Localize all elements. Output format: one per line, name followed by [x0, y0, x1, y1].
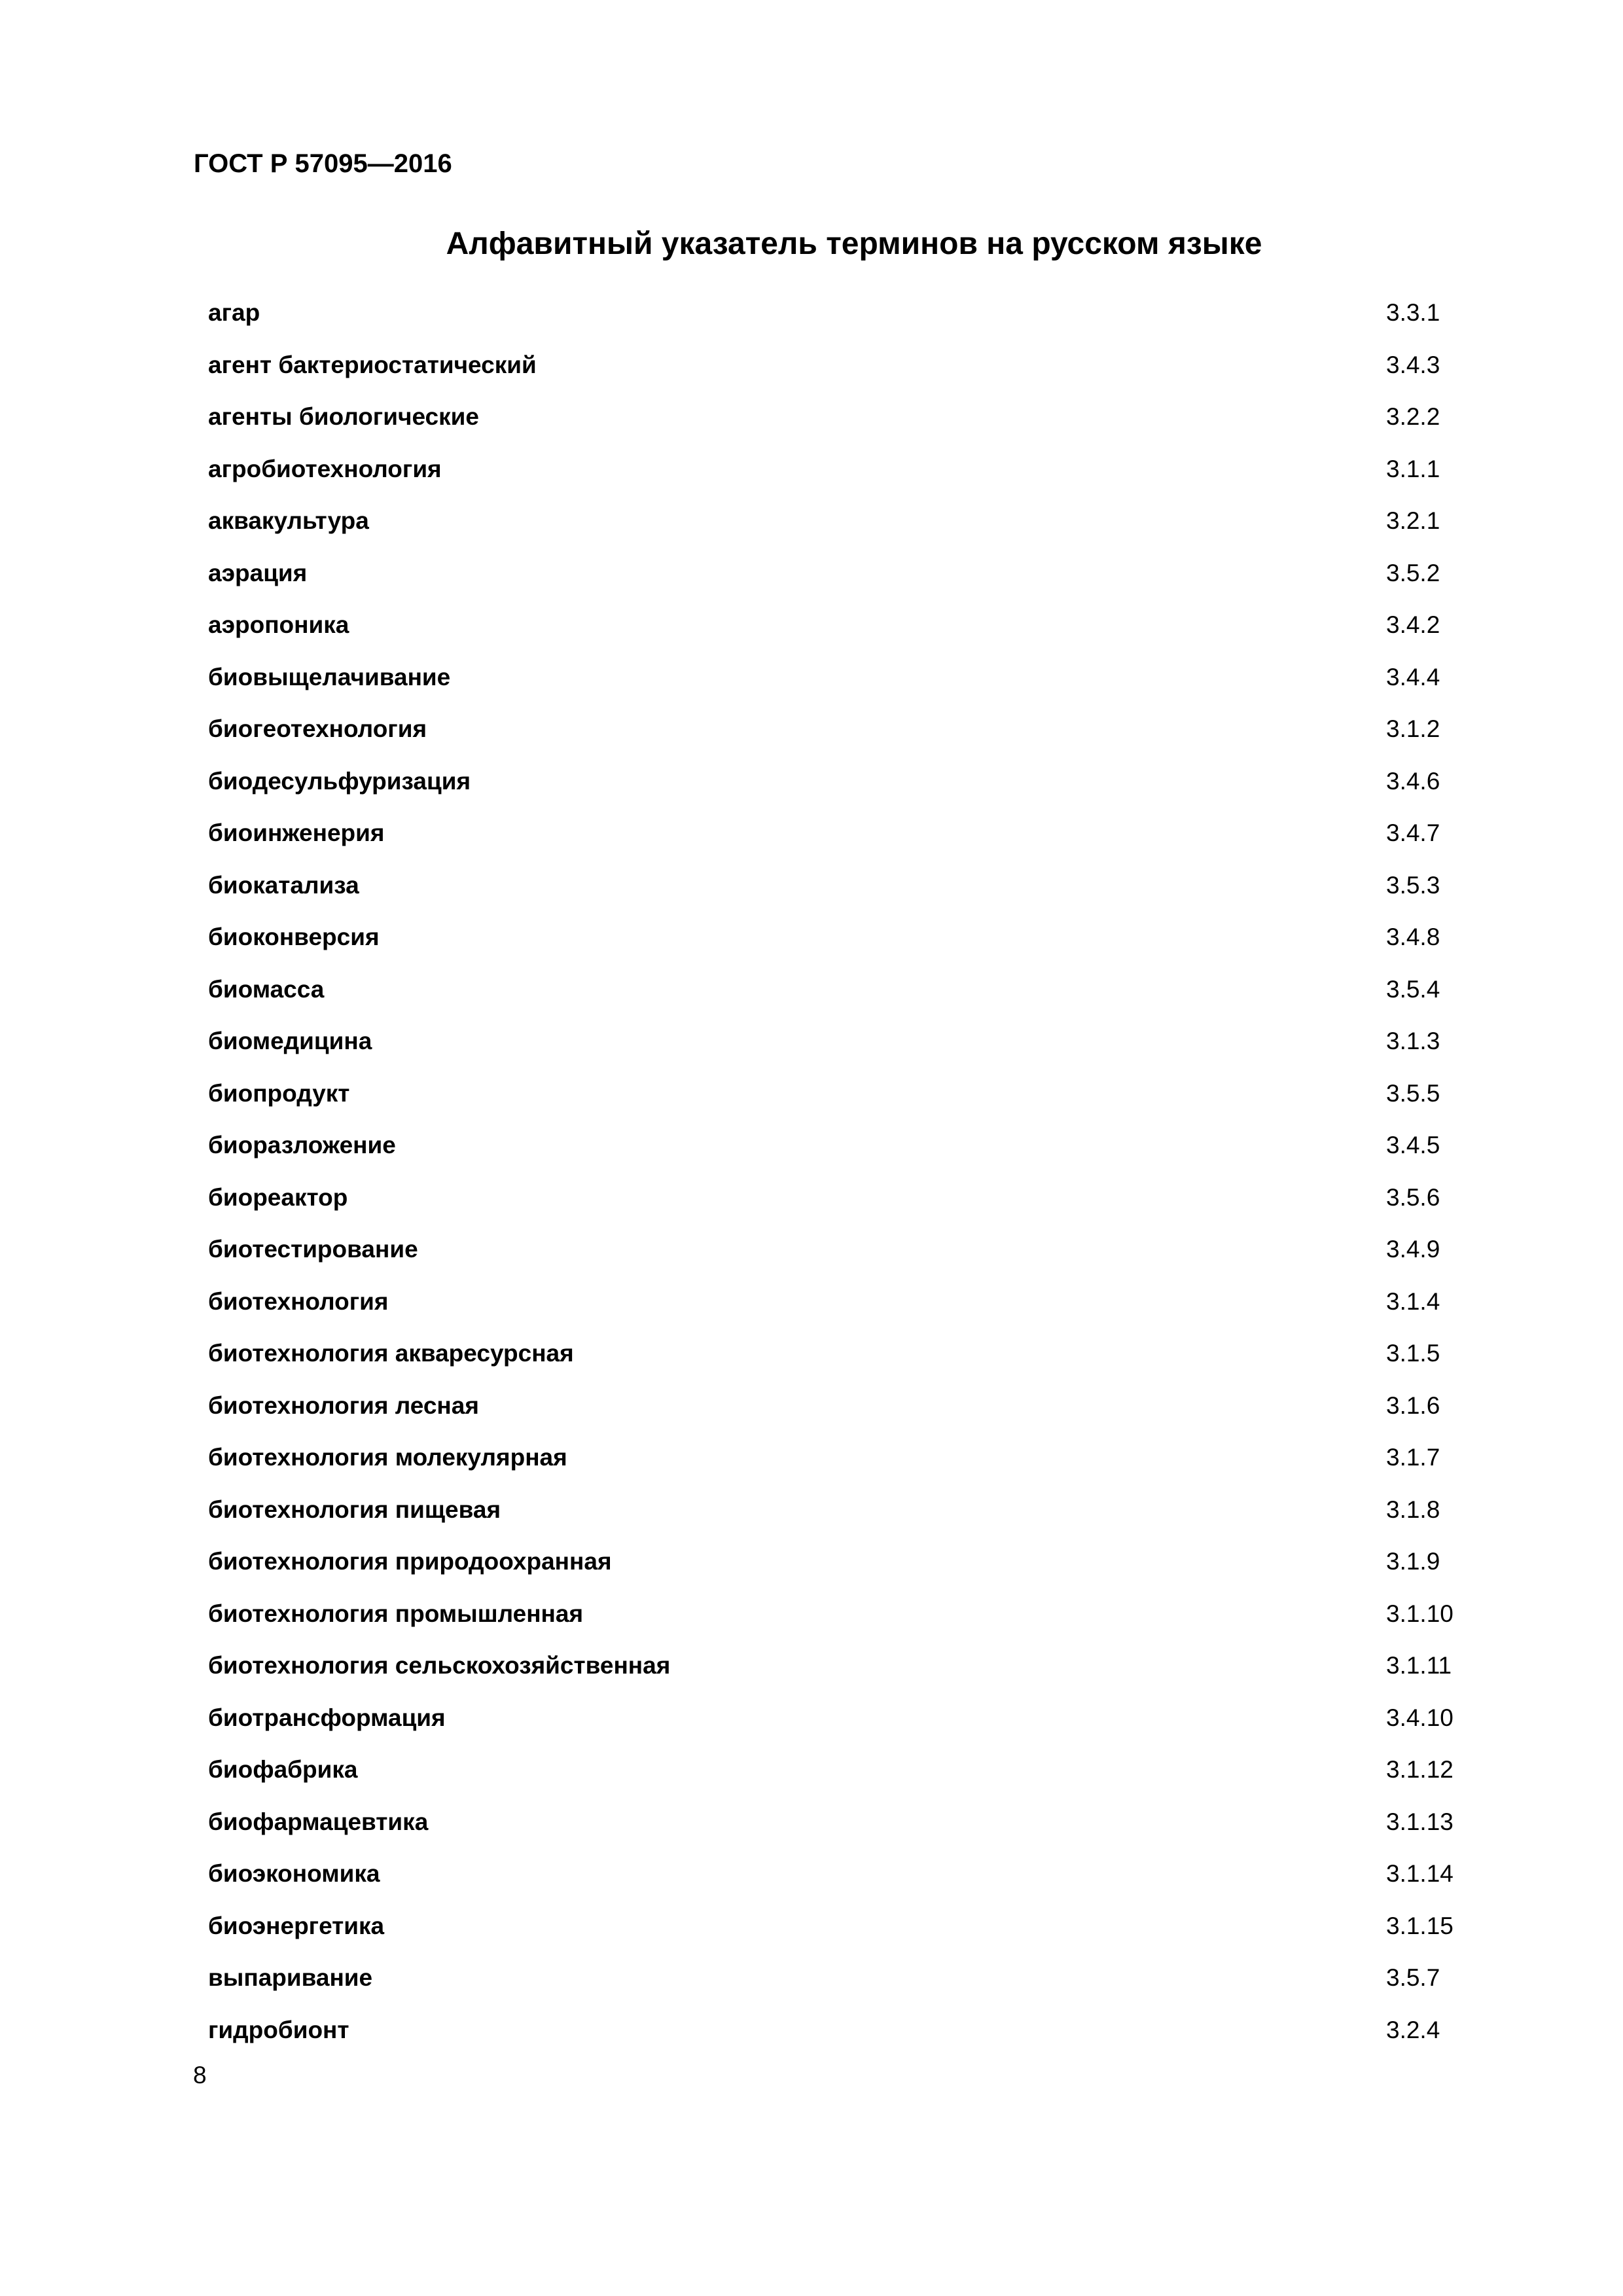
index-section-ref: 3.1.2	[1386, 715, 1440, 742]
index-term: биомедицина	[208, 1028, 372, 1054]
index-entry	[208, 1547, 1465, 1599]
index-section-ref: 3.1.15	[1386, 1912, 1454, 1939]
index-entry	[208, 454, 1465, 507]
index-title: Алфавитный указатель терминов на русском языке	[446, 226, 1262, 261]
index-term: биотехнология пищевая	[208, 1496, 501, 1523]
index-section-ref: 3.4.3	[1386, 351, 1440, 378]
index-term: биовыщелачивание	[208, 663, 451, 691]
index-entry	[208, 1183, 1465, 1235]
index-section-ref: 3.4.10	[1386, 1704, 1454, 1731]
index-term: аэрация	[208, 559, 308, 586]
index-entry	[208, 1755, 1465, 1807]
index-entry	[208, 1234, 1465, 1287]
index-term: биотехнология молекулярная	[208, 1444, 567, 1471]
index-section-ref: 3.5.3	[1386, 871, 1440, 899]
term-index-list	[208, 298, 1465, 2067]
index-entry	[208, 975, 1465, 1027]
index-entry	[208, 922, 1465, 975]
index-entry	[208, 2015, 1465, 2068]
index-term: биотрансформация	[208, 1704, 446, 1731]
index-entry	[208, 1026, 1465, 1079]
index-term: биомасса	[208, 975, 325, 1003]
index-section-ref: 3.5.2	[1386, 559, 1440, 586]
index-entry	[208, 1079, 1465, 1131]
index-section-ref: 3.4.4	[1386, 663, 1440, 691]
index-term: биотехнология промышленная	[208, 1600, 584, 1627]
index-term: биотехнология сельскохозяйственная	[208, 1652, 671, 1679]
index-entry	[208, 766, 1465, 819]
index-entry	[208, 1130, 1465, 1183]
index-entry	[208, 1651, 1465, 1703]
index-section-ref: 3.1.4	[1386, 1287, 1440, 1315]
index-section-ref: 3.2.2	[1386, 403, 1440, 430]
index-term: аэропоника	[208, 611, 349, 638]
index-entry	[208, 714, 1465, 766]
index-term: биотехнология природоохранная	[208, 1548, 612, 1575]
index-entry	[208, 298, 1465, 350]
index-term: биопродукт	[208, 1079, 350, 1107]
index-term: биотехнология акваресурсная	[208, 1340, 574, 1367]
index-term: агробиотехнология	[208, 455, 442, 482]
index-term: агент бактериостатический	[208, 351, 537, 378]
index-entry	[208, 1495, 1465, 1547]
index-section-ref: 3.5.5	[1386, 1079, 1440, 1107]
index-entry	[208, 662, 1465, 715]
index-term: биофабрика	[208, 1756, 358, 1783]
index-term: биоинженерия	[208, 819, 385, 846]
index-entry	[208, 1807, 1465, 1859]
index-term: биофармацевтика	[208, 1808, 429, 1835]
index-term: агенты биологические	[208, 403, 479, 430]
index-section-ref: 3.1.11	[1386, 1652, 1452, 1679]
index-section-ref: 3.4.6	[1386, 767, 1440, 795]
index-section-ref: 3.3.1	[1386, 299, 1440, 326]
index-section-ref: 3.4.2	[1386, 611, 1440, 638]
index-entry	[208, 506, 1465, 558]
index-term: биодесульфуризация	[208, 767, 471, 795]
index-section-ref: 3.4.9	[1386, 1236, 1440, 1263]
index-section-ref: 3.5.4	[1386, 975, 1440, 1003]
index-term: биоэнергетика	[208, 1912, 385, 1939]
index-term: агар	[208, 299, 260, 326]
index-entry	[208, 558, 1465, 611]
index-entry	[208, 1963, 1465, 2015]
index-term: биокатализа	[208, 871, 359, 899]
index-term: биоразложение	[208, 1132, 396, 1158]
index-entry	[208, 1599, 1465, 1651]
index-entry	[208, 350, 1465, 403]
index-entry	[208, 818, 1465, 870]
index-term: биоконверсия	[208, 924, 380, 950]
index-section-ref: 3.1.12	[1386, 1756, 1454, 1783]
index-section-ref: 3.1.14	[1386, 1860, 1454, 1887]
index-term: биоэкономика	[208, 1860, 380, 1887]
index-section-ref: 3.1.8	[1386, 1496, 1440, 1523]
index-section-ref: 3.4.7	[1386, 819, 1440, 846]
index-section-ref: 3.1.6	[1386, 1391, 1440, 1419]
index-section-ref: 3.1.10	[1386, 1600, 1454, 1627]
index-entry	[208, 870, 1465, 923]
index-section-ref: 3.1.7	[1386, 1444, 1440, 1471]
index-entry	[208, 1338, 1465, 1391]
index-entry	[208, 1859, 1465, 1911]
index-section-ref: 3.4.8	[1386, 924, 1440, 950]
index-section-ref: 3.2.4	[1386, 2016, 1440, 2043]
index-term: выпаривание	[208, 1964, 373, 1991]
index-section-ref: 3.1.1	[1386, 455, 1440, 482]
index-term: биогеотехнология	[208, 715, 427, 742]
index-section-ref: 3.1.3	[1386, 1028, 1440, 1054]
document-code: ГОСТ Р 57095—2016	[194, 149, 452, 178]
index-entry	[208, 1443, 1465, 1495]
index-section-ref: 3.5.7	[1386, 1964, 1440, 1991]
index-entry	[208, 610, 1465, 662]
index-section-ref: 3.1.9	[1386, 1548, 1440, 1575]
index-entry	[208, 1391, 1465, 1443]
index-entry	[208, 1911, 1465, 1964]
index-term: биореактор	[208, 1183, 348, 1211]
index-term: биотехнология лесная	[208, 1391, 479, 1419]
index-entry	[208, 1287, 1465, 1339]
index-section-ref: 3.1.13	[1386, 1808, 1454, 1835]
index-section-ref: 3.4.5	[1386, 1132, 1440, 1158]
page-number: 8	[193, 2062, 207, 2089]
index-term: гидробионт	[208, 2016, 349, 2043]
index-entry	[208, 1703, 1465, 1755]
index-section-ref: 3.1.5	[1386, 1340, 1440, 1367]
index-section-ref: 3.5.6	[1386, 1183, 1440, 1211]
index-term: аквакультура	[208, 507, 369, 534]
index-entry	[208, 402, 1465, 454]
index-term: биотехнология	[208, 1287, 389, 1315]
index-section-ref: 3.2.1	[1386, 507, 1440, 534]
index-term: биотестирование	[208, 1236, 418, 1263]
